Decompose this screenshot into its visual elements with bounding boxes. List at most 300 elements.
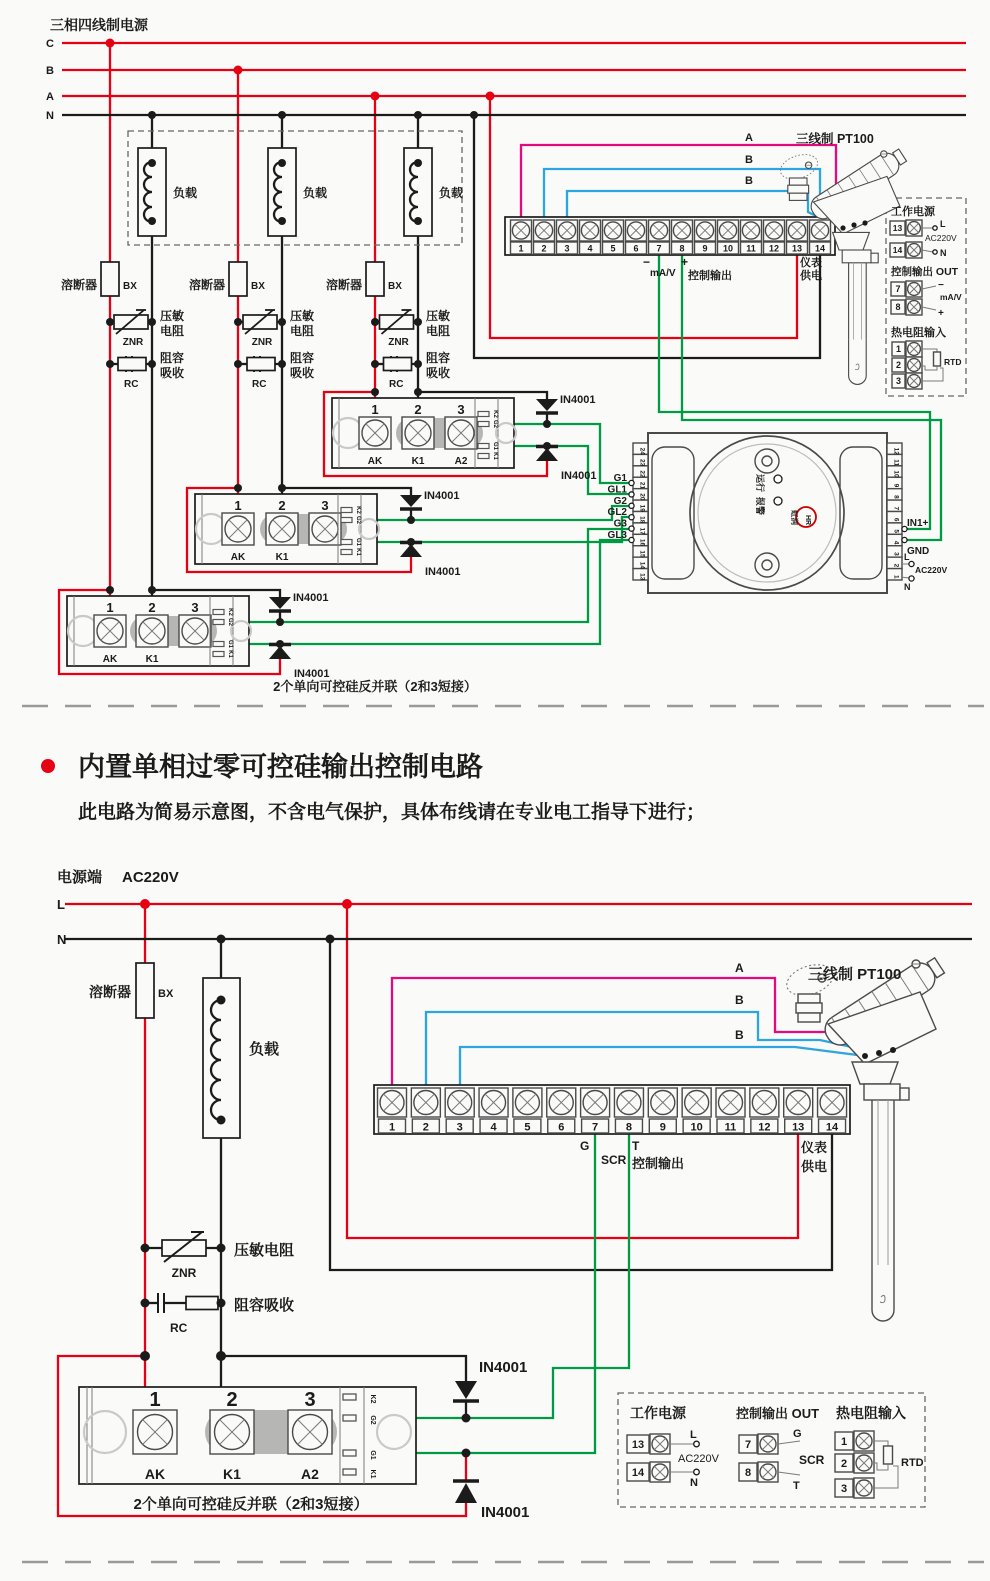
- controller-terminal-number: 1: [892, 574, 900, 579]
- gate-connection-point: [629, 492, 634, 497]
- fuse-label: 溶断器: [89, 984, 131, 1000]
- legend-wire-label: N: [940, 248, 947, 258]
- fuse-label: 溶断器: [325, 278, 362, 292]
- terminal-number: 1: [234, 498, 242, 513]
- signal-terminal-label: K2: [369, 1394, 376, 1404]
- legend-wire-label: L: [940, 219, 946, 229]
- load-label: 负载: [249, 1041, 280, 1058]
- label: C: [46, 38, 54, 50]
- legend-wire-label: +: [938, 308, 944, 319]
- terminal-number: 1: [106, 600, 114, 615]
- terminal-number: 1: [518, 243, 524, 254]
- signal-slot: [213, 610, 224, 615]
- terminal-number: 7: [656, 243, 662, 254]
- varistor-label: 压敏电阻: [234, 1242, 295, 1259]
- junction-dot: [486, 92, 495, 101]
- cable-gland: [796, 1003, 822, 1013]
- signal-terminal-label: K2: [492, 410, 498, 418]
- terminal-number: 2: [414, 402, 422, 417]
- terminal-number: 2: [541, 243, 547, 254]
- junction-dot: [217, 935, 226, 944]
- legend-number: 13: [892, 223, 903, 234]
- junction-dot: [414, 360, 422, 368]
- gate-label: G1: [613, 473, 627, 484]
- sensor-collar: [864, 1084, 900, 1100]
- fuse-label: 溶断器: [188, 278, 225, 292]
- terminal-number: 11: [724, 1121, 737, 1134]
- gate-label: G3: [613, 518, 627, 530]
- junction-dot: [276, 640, 284, 648]
- junction-dot: [217, 1299, 226, 1308]
- label: B: [735, 1028, 744, 1042]
- junction-dot: [462, 1414, 471, 1423]
- label: 供电: [800, 270, 822, 282]
- signal-slot: [343, 1415, 356, 1421]
- snubber-label: 阻容: [290, 351, 315, 365]
- probe-tip: [872, 1265, 894, 1321]
- fuse-symbol: [366, 262, 384, 296]
- resistor-symbol: [384, 358, 412, 371]
- cable-gland: [798, 1013, 820, 1022]
- gate-connection-point: [629, 537, 634, 542]
- controller-terminal-number: 19: [638, 504, 646, 512]
- terminal-number: 1: [149, 1389, 161, 1411]
- signal-terminal-label: K1: [227, 650, 233, 658]
- signal-terminal-label: G2: [227, 617, 233, 627]
- terminal-label: A2: [301, 1466, 319, 1482]
- controller-terminal-number: 8: [892, 495, 900, 499]
- controller-terminal-number: 11: [892, 459, 900, 467]
- legend-title: 热电阻输入: [836, 1405, 906, 1421]
- label: SCR: [601, 1153, 627, 1167]
- section-subtitle: 此电路为简易示意图，不含电气保护，具体布线请在专业电工指导下进行；: [78, 802, 706, 823]
- terminal-number: 3: [456, 1121, 463, 1134]
- varistor-label: 压敏: [290, 309, 315, 323]
- legend-wire-label: L: [690, 1429, 697, 1441]
- label: N: [57, 932, 67, 947]
- controller-terminal-number: 15: [638, 550, 646, 558]
- controller-terminal-number: 18: [638, 516, 646, 524]
- legend-title: 热电阻输入: [891, 327, 946, 339]
- fuse-code: BX: [388, 281, 402, 292]
- top-title: 三相四线制电源: [50, 17, 148, 33]
- terminal-number: 10: [690, 1121, 703, 1134]
- alarm-indicator: [774, 497, 782, 505]
- legend-number: 7: [744, 1438, 752, 1451]
- junction-dot: [414, 159, 422, 167]
- controller-terminal-number: 3: [892, 552, 900, 556]
- varistor-code: ZNR: [251, 337, 273, 348]
- fuse-code: BX: [158, 988, 174, 1000]
- terminal-label: K1: [223, 1466, 241, 1482]
- junction-dot: [462, 1449, 471, 1458]
- sensor-collar: [842, 250, 871, 263]
- gnd-label: GND: [907, 546, 930, 557]
- diode-label: IN4001: [294, 668, 330, 680]
- controller-terminal-number: 5: [892, 529, 900, 533]
- connection-point: [909, 576, 914, 581]
- resistor-symbol: [118, 358, 146, 371]
- junction-dot: [543, 442, 551, 450]
- junction-dot: [326, 935, 335, 944]
- face-screw: [762, 456, 772, 466]
- terminal-number: 14: [814, 243, 826, 254]
- fuse-label: 溶断器: [60, 278, 97, 292]
- terminal-label: AK: [230, 552, 246, 563]
- legend-title: 工作电源: [630, 1405, 686, 1421]
- junction-dot: [106, 586, 114, 594]
- label: G: [580, 1139, 590, 1153]
- terminal-number: 13: [792, 1121, 805, 1134]
- signal-terminal-label: K1: [355, 548, 361, 556]
- junction-dot: [234, 360, 242, 368]
- legend-number: 13: [631, 1438, 645, 1451]
- terminal-label: K1: [411, 456, 425, 467]
- junction-dot: [148, 111, 156, 119]
- label: 仪表: [800, 257, 822, 269]
- ac-label: AC220V: [915, 565, 948, 575]
- varistor-symbol: [162, 1240, 206, 1256]
- signal-slot: [343, 1469, 356, 1475]
- cable-gland: [798, 994, 820, 1003]
- controller-terminal-number: 16: [638, 538, 646, 547]
- snubber-code: RC: [389, 379, 404, 390]
- diode-label: IN4001: [481, 1504, 530, 1521]
- junction-dot: [371, 388, 379, 396]
- resistor-symbol: [247, 358, 275, 371]
- snubber-label: 阻容吸收: [234, 1297, 295, 1314]
- signal-slot: [478, 422, 489, 427]
- junction-dot: [371, 360, 379, 368]
- label: 控制输出: [632, 1156, 685, 1171]
- gate-connection-point: [629, 503, 634, 508]
- rtd-resistor: [934, 352, 941, 366]
- label: B: [745, 175, 753, 187]
- terminal-label: K1: [145, 654, 159, 665]
- terminal-number: 4: [587, 243, 593, 254]
- fuse-code: BX: [251, 281, 265, 292]
- snubber-code: RC: [252, 379, 267, 390]
- varistor-label: 电阻: [290, 324, 315, 338]
- legend-number: 14: [892, 245, 903, 256]
- source-voltage: AC220V: [122, 869, 179, 886]
- junction-dot: [862, 220, 867, 225]
- junction-dot: [543, 420, 551, 428]
- legend-number: 2: [840, 1457, 848, 1470]
- junction-dot: [234, 66, 243, 75]
- terminal-number: 2: [278, 498, 286, 513]
- junction-dot: [278, 217, 286, 225]
- signal-slot: [478, 412, 489, 417]
- diode-label: IN4001: [293, 592, 329, 604]
- diode-label: IN4001: [425, 566, 461, 578]
- signal-terminal-label: G1: [369, 1450, 376, 1460]
- junction-dot: [140, 899, 150, 909]
- junction-dot: [217, 996, 226, 1005]
- junction-dot: [278, 318, 286, 326]
- signal-terminal-label: K2: [227, 608, 233, 616]
- brand-name: 虹润: [790, 510, 799, 525]
- brand-logo-text: HR: [804, 514, 811, 526]
- connection-point: [694, 1441, 700, 1447]
- legend-number: 1: [895, 344, 902, 355]
- gate-label: GL1: [607, 484, 627, 496]
- signal-slot: [343, 1450, 356, 1456]
- n-label: N: [904, 582, 911, 592]
- label: A: [745, 132, 753, 144]
- signal-slot: [213, 620, 224, 625]
- snubber-label: 阻容: [160, 351, 185, 365]
- legend-wire-label: G: [793, 1428, 802, 1440]
- left-connector-panel: [652, 447, 694, 579]
- signal-slot: [213, 642, 224, 647]
- gate-label: GL3: [607, 530, 627, 541]
- terminal-number: 5: [524, 1121, 531, 1134]
- fuse-symbol: [229, 262, 247, 296]
- terminal-label: AK: [367, 456, 383, 467]
- junction-dot: [148, 318, 156, 326]
- controller-terminal-number: 6: [892, 517, 900, 522]
- fuse-symbol: [101, 262, 119, 296]
- junction-dot: [840, 225, 845, 230]
- terminal-number: 4: [490, 1121, 497, 1134]
- gate-label: GL2: [607, 507, 627, 519]
- legend-ac: AC220V: [925, 233, 957, 243]
- gate-connection-point: [629, 515, 634, 520]
- label: B: [46, 65, 54, 77]
- legend-title: 控制输出 OUT: [891, 266, 959, 278]
- junction-dot: [278, 360, 286, 368]
- terminal-label: K1: [275, 552, 289, 563]
- cable-gland: [789, 193, 807, 200]
- junction-dot: [278, 111, 286, 119]
- controller-terminal-number: 17: [638, 527, 646, 535]
- signal-terminal-label: K1: [369, 1469, 376, 1479]
- connection-point: [694, 1469, 700, 1475]
- terminal-label: AK: [102, 654, 118, 665]
- right-connector-panel: [840, 447, 882, 579]
- junction-dot: [278, 484, 286, 492]
- terminal-number: 6: [558, 1121, 565, 1134]
- signal-slot: [341, 540, 352, 545]
- signal-terminal-label: G1: [355, 537, 361, 547]
- diode-label: IN4001: [424, 490, 460, 502]
- connection-point: [933, 250, 937, 254]
- terminal-number: 3: [191, 600, 199, 615]
- collar-clip: [871, 253, 878, 263]
- legend-scr: SCR: [799, 1453, 825, 1467]
- controller-terminal-number: 20: [638, 493, 646, 501]
- junction-dot: [851, 222, 856, 227]
- label: A: [46, 91, 54, 103]
- terminal-number: 1: [371, 402, 379, 417]
- signal-terminal-label: G2: [355, 515, 361, 525]
- terminal-number: 9: [659, 1121, 666, 1134]
- fuse-symbol: [136, 963, 154, 1018]
- label: +: [681, 255, 689, 269]
- terminal-label: A2: [454, 456, 468, 467]
- junction-dot: [276, 618, 284, 626]
- snubber-label: 阻容: [426, 351, 451, 365]
- legend-wire-label: T: [793, 1480, 800, 1492]
- terminal-number: 7: [592, 1121, 599, 1134]
- junction-dot: [470, 111, 478, 119]
- cable-gland: [789, 178, 807, 185]
- terminal-number: 6: [633, 243, 639, 254]
- rtd-label: RTD: [944, 357, 962, 367]
- signal-slot: [478, 444, 489, 449]
- label: B: [735, 993, 744, 1007]
- junction-dot: [141, 1244, 150, 1253]
- gate-connection-point: [629, 480, 634, 485]
- run-indicator: [774, 475, 782, 483]
- junction-dot: [414, 217, 422, 225]
- junction-dot: [148, 586, 156, 594]
- junction-dot: [217, 1116, 226, 1125]
- diode-label: IN4001: [560, 394, 596, 406]
- terminal-number: 3: [304, 1389, 316, 1411]
- controller-terminal-number: 12: [892, 447, 900, 455]
- label: N: [46, 110, 54, 122]
- terminal-number: 14: [825, 1121, 839, 1134]
- junction-dot: [148, 360, 156, 368]
- label: mA/V: [650, 268, 676, 279]
- signal-terminal-label: G2: [369, 1415, 376, 1425]
- signal-terminal-label: G2: [492, 419, 498, 429]
- label: A: [735, 961, 744, 975]
- signal-terminal-label: K2: [355, 506, 361, 514]
- legend-ac: AC220V: [678, 1453, 719, 1465]
- sensor-neck: [852, 1062, 898, 1084]
- bottom-caption: 2个单向可控硅反并联（2和3短接）: [133, 1496, 369, 1513]
- snubber-label: 吸收: [426, 366, 451, 380]
- terminal-number: 11: [746, 243, 756, 254]
- input-label: IN1+: [907, 518, 929, 529]
- varistor-label: 压敏: [160, 309, 185, 323]
- signal-terminal-label: G1: [227, 639, 233, 649]
- terminal-number: 9: [702, 243, 708, 254]
- label: 仪表: [801, 1140, 828, 1155]
- controller-terminal-number: 4: [892, 540, 900, 545]
- collar-clip: [900, 1088, 909, 1100]
- junction-dot: [414, 111, 422, 119]
- junction-dot: [234, 318, 242, 326]
- signal-terminal-label: G1: [492, 441, 498, 451]
- pt100-title-bottom: 三线制 PT100: [808, 966, 902, 983]
- terminal-number: 12: [768, 243, 780, 254]
- junction-dot: [342, 899, 352, 909]
- top-caption: 2个单向可控硅反并联（2和3短接）: [273, 679, 477, 694]
- diode-label: IN4001: [479, 1359, 528, 1376]
- junction-dot: [407, 538, 415, 546]
- terminal-number: 10: [722, 243, 734, 254]
- legend-number: 7: [895, 284, 901, 295]
- label: 控制输出: [688, 270, 732, 282]
- rtd-label: RTD: [901, 1457, 924, 1469]
- legend-wire-label: N: [690, 1477, 698, 1489]
- connection-point: [933, 226, 937, 230]
- junction-dot: [414, 388, 422, 396]
- terminal-number: 8: [625, 1121, 633, 1134]
- load-label: 负载: [303, 186, 328, 200]
- label: T: [632, 1139, 640, 1153]
- junction-dot: [106, 318, 114, 326]
- snubber-code: RC: [170, 1321, 188, 1335]
- connection-point: [909, 561, 914, 566]
- junction-dot: [140, 1351, 150, 1361]
- controller-terminal-number: 13: [638, 573, 646, 581]
- controller-terminal-number: 7: [892, 506, 900, 511]
- gate-label: G2: [613, 495, 627, 507]
- legend-number: 8: [744, 1466, 752, 1479]
- terminal-number: 12: [758, 1121, 771, 1134]
- junction-dot: [876, 1050, 882, 1056]
- probe-tip: [849, 340, 867, 385]
- varistor-label: 压敏: [426, 309, 451, 323]
- controller-terminal-number: 24: [638, 447, 646, 455]
- legend-mav: mA/V: [940, 292, 962, 302]
- label: 供电: [801, 1159, 828, 1174]
- signal-slot: [341, 508, 352, 513]
- alarm-indicator-label: 报警: [755, 497, 765, 516]
- bullet-icon: [41, 759, 55, 773]
- load-label: 负载: [173, 186, 198, 200]
- signal-slot: [478, 454, 489, 459]
- controller-terminal-number: 14: [638, 561, 646, 569]
- section-heading: 内置单相过零可控硅输出控制电路: [78, 752, 483, 782]
- junction-dot: [106, 360, 114, 368]
- legend-number: 3: [895, 376, 902, 387]
- junction-dot: [407, 516, 415, 524]
- junction-dot: [148, 217, 156, 225]
- controller-terminal-number: 2: [892, 563, 900, 568]
- terminal-label: AK: [144, 1466, 166, 1482]
- varistor-code: ZNR: [122, 337, 144, 348]
- varistor-code: ZNR: [388, 337, 409, 348]
- legend-wire-label: −: [938, 280, 944, 291]
- rtd-resistor: [884, 1446, 893, 1464]
- terminal-number: 2: [148, 600, 156, 615]
- controller-terminal-number: 9: [892, 483, 900, 488]
- controller-terminal-number: 23: [638, 459, 646, 467]
- signal-slot: [341, 518, 352, 523]
- controller-terminal-number: 10: [892, 470, 900, 478]
- pt100-title-top: 三线制 PT100: [796, 132, 874, 146]
- cable-gland: [788, 185, 809, 193]
- signal-slot: [343, 1394, 356, 1400]
- legend-number: 2: [895, 360, 902, 371]
- terminal-number: 13: [791, 243, 803, 254]
- junction-dot: [216, 1351, 226, 1361]
- diode-label: IN4001: [561, 470, 597, 482]
- junction-dot: [217, 1244, 226, 1253]
- sensor-neck: [833, 232, 870, 250]
- junction-dot: [234, 484, 242, 492]
- controller-terminal-number: 21: [638, 481, 646, 490]
- temperature-controller: [629, 433, 914, 593]
- junction-dot: [106, 39, 115, 48]
- junction-dot: [414, 318, 422, 326]
- legend-number: 14: [631, 1466, 645, 1479]
- gate-connection-point: [629, 526, 634, 531]
- junction-dot: [371, 92, 380, 101]
- terminal-number: 1: [388, 1121, 396, 1134]
- terminal-number: 2: [422, 1121, 429, 1134]
- signal-terminal-label: K1: [492, 452, 498, 460]
- snubber-code: RC: [124, 379, 139, 390]
- legend-number: 1: [840, 1435, 848, 1448]
- legend-number: 3: [840, 1482, 848, 1495]
